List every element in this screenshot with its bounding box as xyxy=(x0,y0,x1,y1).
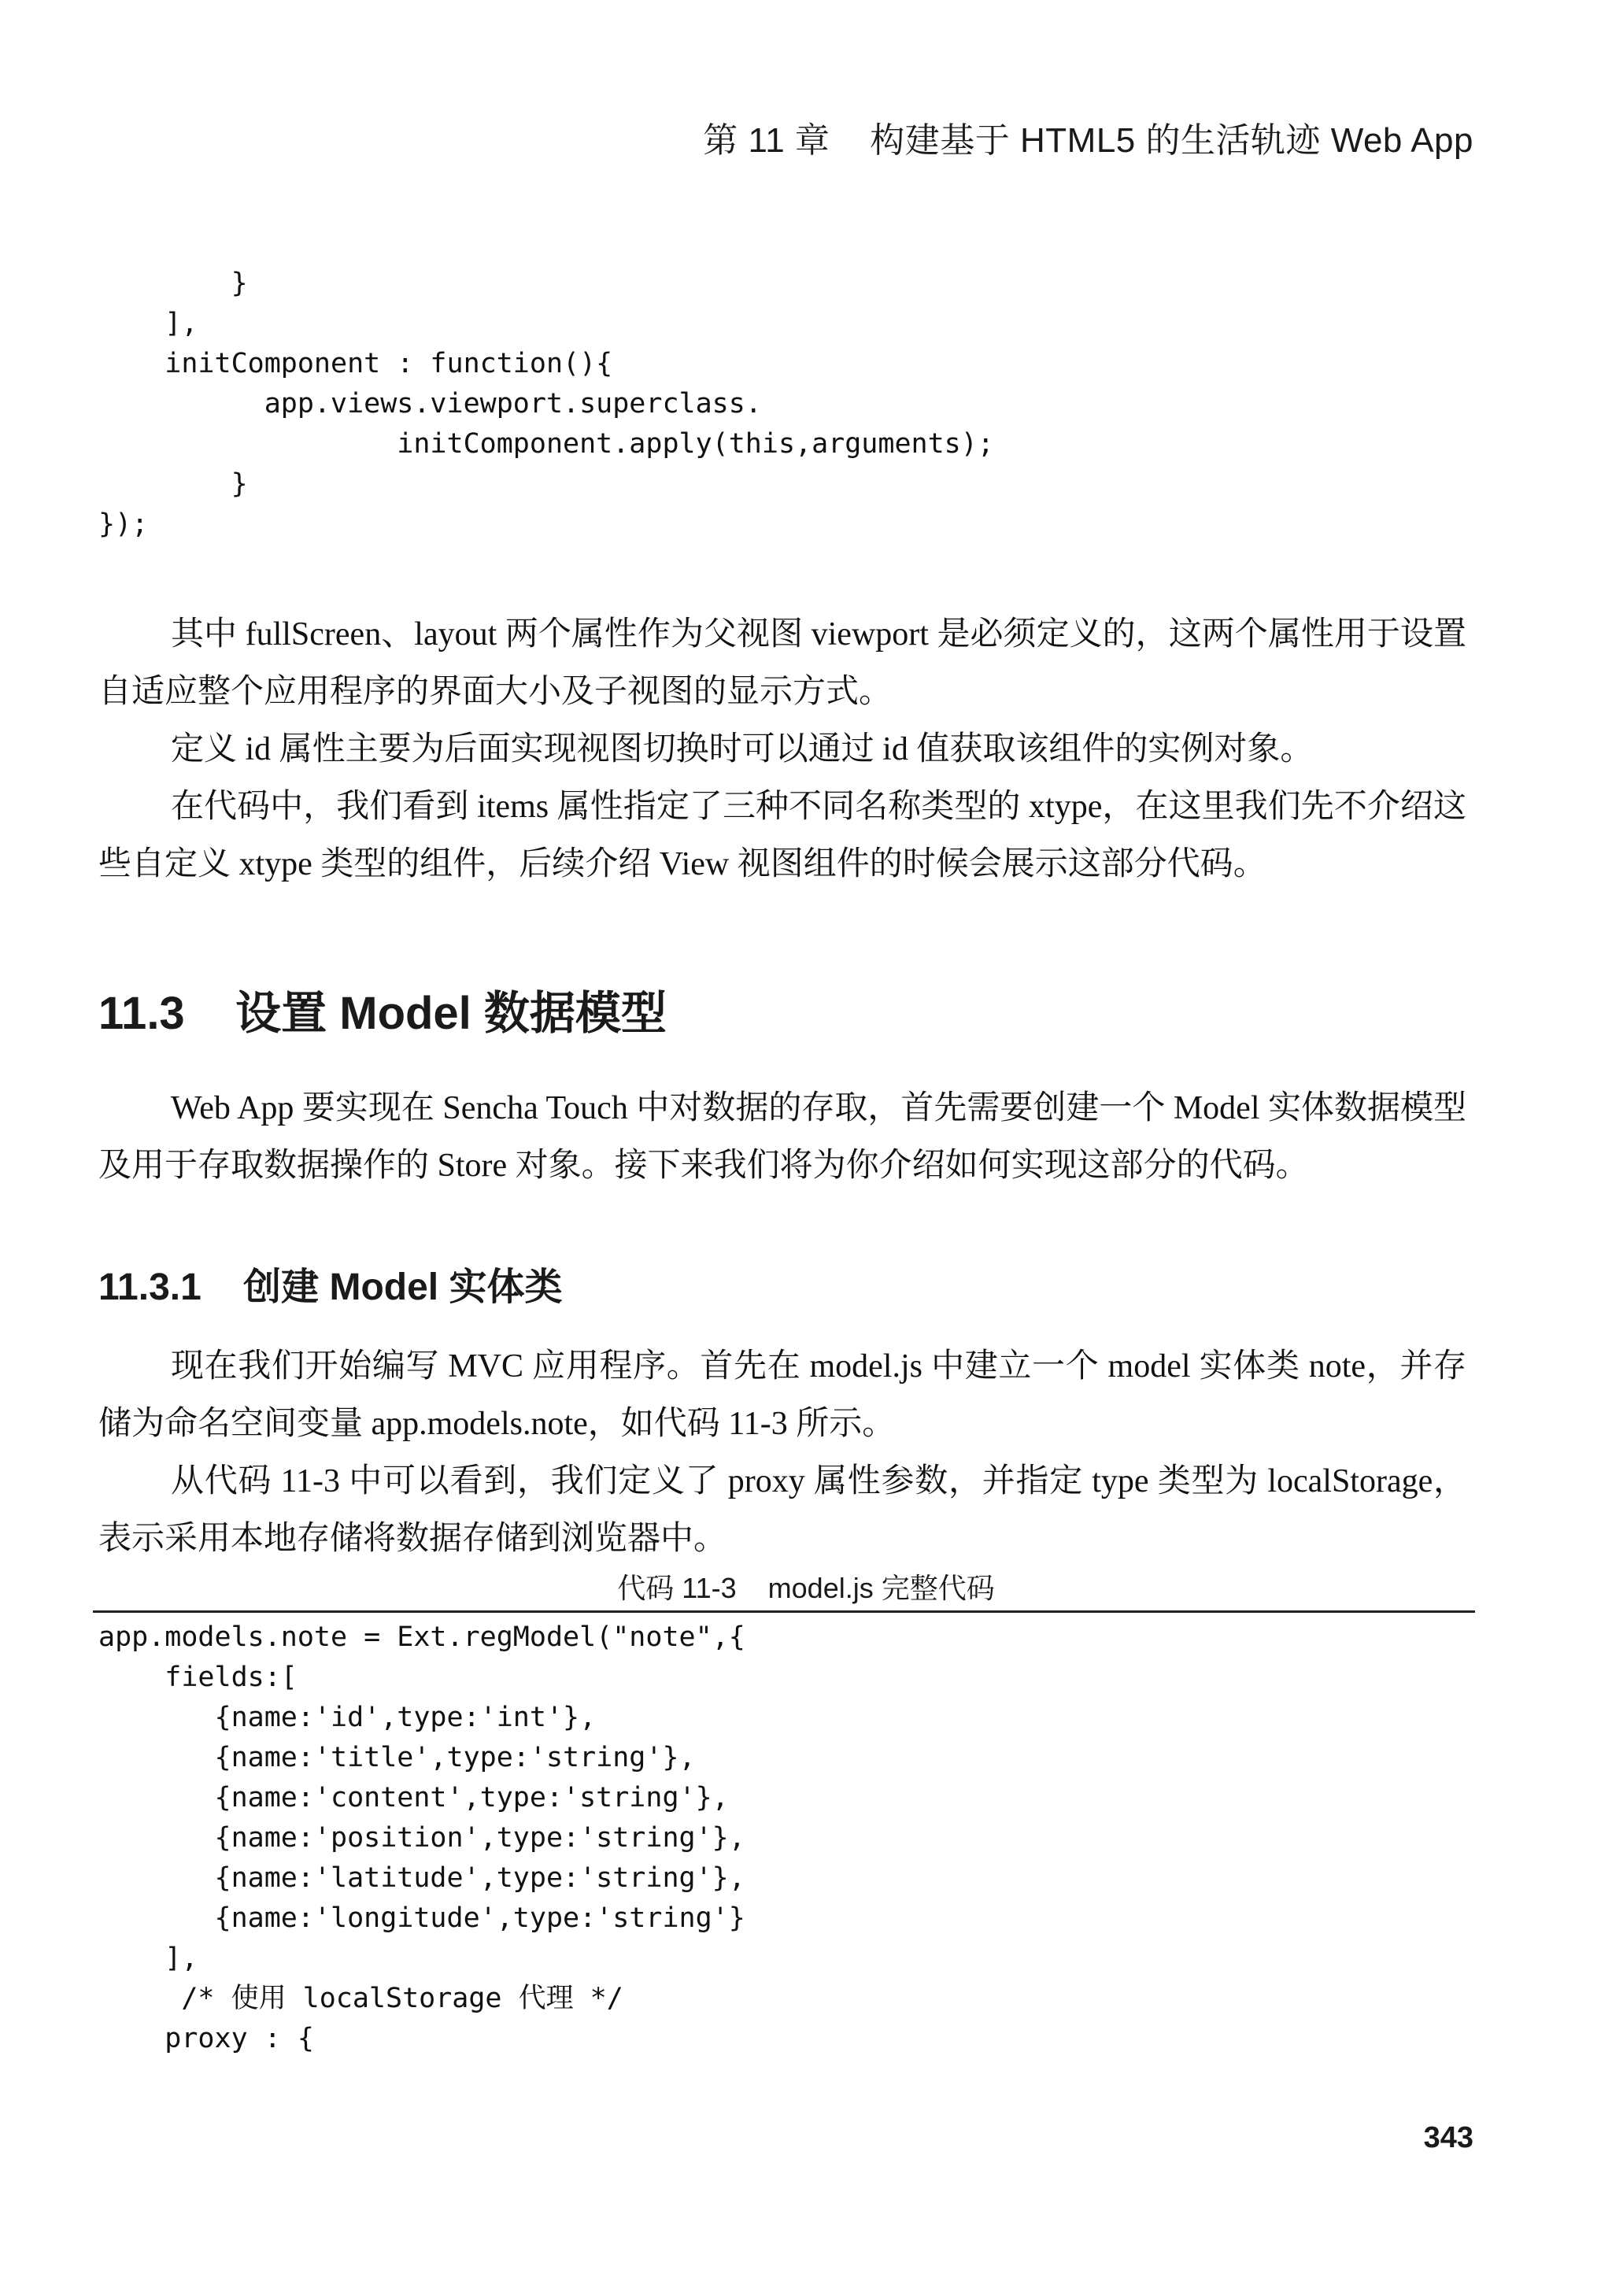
page-number: 343 xyxy=(1423,2121,1473,2154)
running-header: 第 11 章 构建基于 HTML5 的生活轨迹 Web App xyxy=(703,121,1473,160)
caption-rule xyxy=(93,1610,1475,1613)
paragraph-mvc-start: 现在我们开始编写 MVC 应用程序。首先在 model.js 中建立一个 model 实体类 note，并存储为命名空间变量 app.models.note，如代码 11-3 所示。 xyxy=(98,1348,1466,1442)
paragraph-proxy: 从代码 11-3 中可以看到，我们定义了 proxy 属性参数，并指定 type 类型为 localStorage，表示采用本地存储将数据存储到浏览器中。 xyxy=(98,1463,1466,1557)
section-heading: 11.3 设置 Model 数据模型 xyxy=(98,988,667,1040)
subsection-heading: 11.3.1 创建 Model 实体类 xyxy=(98,1266,563,1308)
listing-caption: 代码 11-3 model.js 完整代码 xyxy=(617,1572,995,1604)
paragraph-fullscreen-layout: 其中 fullScreen、layout 两个属性作为父视图 viewport 是必须定义的，这两个属性用于设置自适应整个应用程序的界面大小及子视图的显示方式。 xyxy=(98,616,1466,710)
code-listing-model-js: app.models.note = Ext.regModel("note",{ fields:[ {name:'id',type:'int'}, {name:'title',type:'string'}, {name:'content',type:'string'}, {name:'position',type:'string'}, {name:'latitude',type:'string'}, {name:'longitude',type:'string'} ], /* 使用 localStorage 代理 */ proxy : { xyxy=(98,1621,745,2054)
code-block-continued: } ], initComponent : function(){ app.views.viewport.superclass. initComponent.apply(this,arguments); } }); xyxy=(98,268,994,540)
paragraph-id-property: 定义 id 属性主要为后面实现视图切换时可以通过 id 值获取该组件的实例对象。 xyxy=(171,731,1314,767)
paragraph-items-xtype: 在代码中，我们看到 items 属性指定了三种不同名称类型的 xtype，在这里我们先不介绍这些自定义 xtype 类型的组件，后续介绍 View 视图组件的时候会展示这部分代码。 xyxy=(98,789,1466,882)
paragraph-model-intro: Web App 要实现在 Sencha Touch 中对数据的存取，首先需要创建一个 Model 实体数据模型及用于存取数据操作的 Store 对象。接下来我们将为你介绍如何实现这部分的代码。 xyxy=(98,1090,1466,1184)
